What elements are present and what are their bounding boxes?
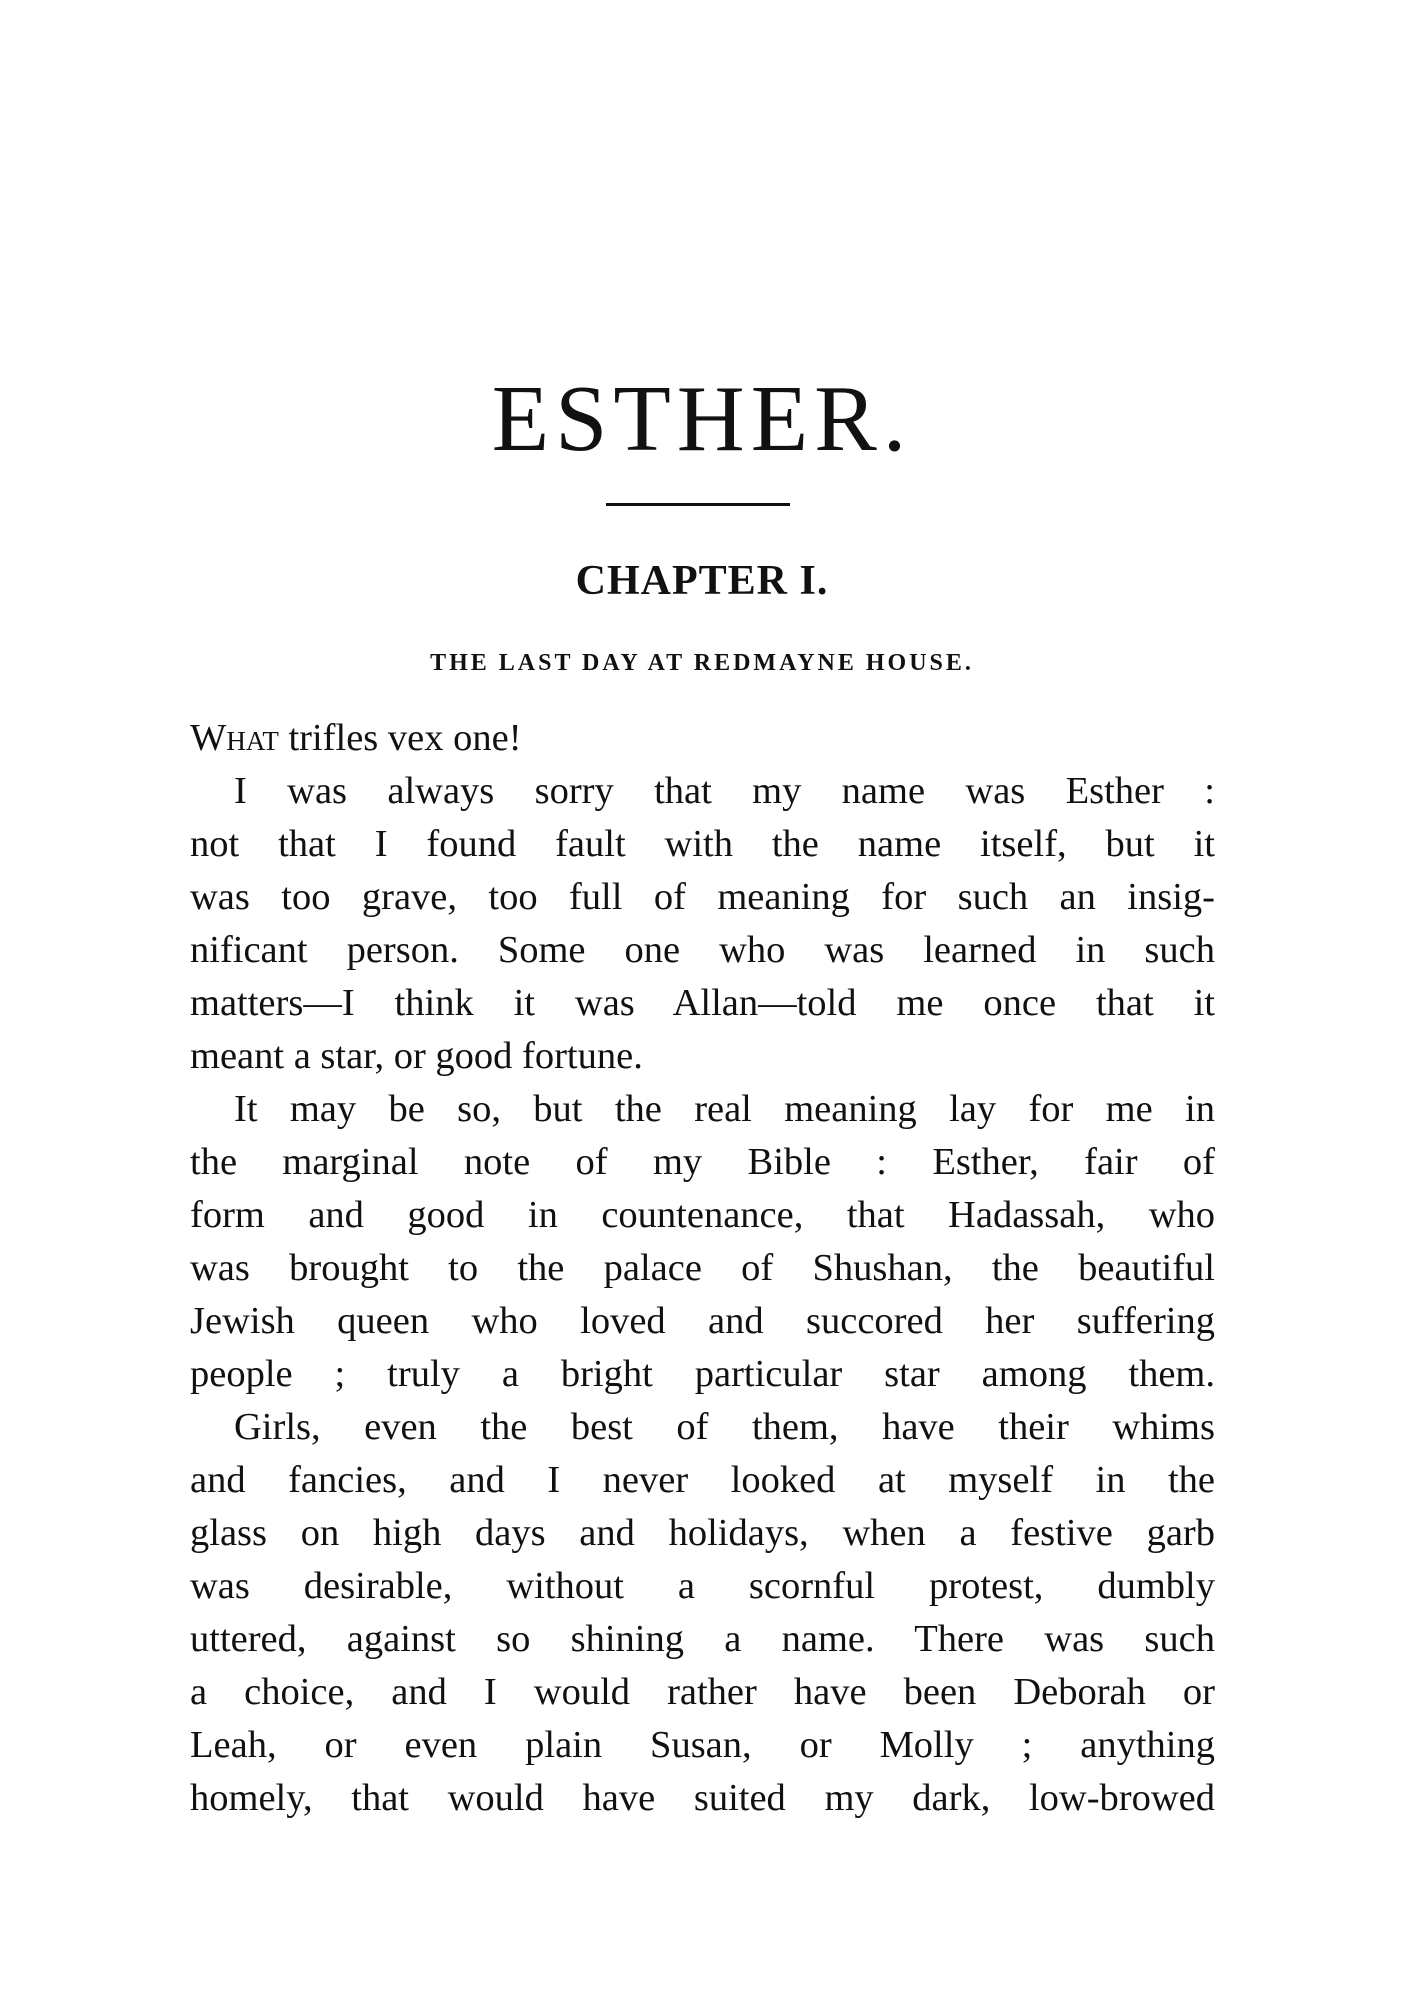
paragraph-line: matters—I think it was Allan—told me once that it <box>190 982 1215 1024</box>
paragraph-1 <box>190 765 1215 1083</box>
opening-smallcaps-word: What <box>190 717 279 759</box>
paragraph-line: Girls, even the best of them, have their whims <box>234 1406 1215 1448</box>
paragraph-2 <box>190 1083 1215 1401</box>
paragraph-line: the marginal note of my Bible : Esther, fair of <box>190 1141 1215 1183</box>
chapter-heading: CHAPTER I. <box>575 558 829 604</box>
title-rule-divider <box>606 503 790 506</box>
paragraph-line: nificant person. Some one who was learned in such <box>190 929 1215 971</box>
paragraph-line: I was always sorry that my name was Esther : <box>234 770 1215 812</box>
paragraph-line: a choice, and I would rather have been Deborah or <box>190 1671 1215 1713</box>
paragraph-line: was too grave, too full of meaning for such an insig- <box>190 876 1215 918</box>
paragraph-line: Jewish queen who loved and succored her suffering <box>190 1300 1215 1342</box>
paragraph-line: Leah, or even plain Susan, or Molly ; anything <box>190 1724 1215 1766</box>
paragraph-line: form and good in countenance, that Hadassah, who <box>190 1194 1215 1236</box>
paragraph-line: meant a star, or good fortune. <box>190 1035 643 1077</box>
paragraph-line: glass on high days and holidays, when a festive garb <box>190 1512 1215 1554</box>
paragraph-line: It may be so, but the real meaning lay for me in <box>234 1088 1215 1130</box>
paragraph-line: homely, that would have suited my dark, low-browed <box>190 1777 1215 1819</box>
paragraph-line: was desirable, without a scornful protest, dumbly <box>190 1565 1215 1607</box>
chapter-subtitle: THE LAST DAY AT REDMAYNE HOUSE. <box>430 650 974 676</box>
chapter-body <box>190 712 1215 1825</box>
paragraph-line: was brought to the palace of Shushan, the beautiful <box>190 1247 1215 1289</box>
paragraph-line: uttered, against so shining a name. There was such <box>190 1618 1215 1660</box>
opening-line <box>190 712 1215 765</box>
book-title: ESTHER. <box>491 367 913 471</box>
paragraph-line: not that I found fault with the name itself, but it <box>190 823 1215 865</box>
paragraph-3 <box>190 1401 1215 1825</box>
paragraph-line: and fancies, and I never looked at myself in the <box>190 1459 1215 1501</box>
opening-rest: trifles vex one! <box>278 717 522 759</box>
paragraph-line: people ; truly a bright particular star among them. <box>190 1353 1215 1395</box>
